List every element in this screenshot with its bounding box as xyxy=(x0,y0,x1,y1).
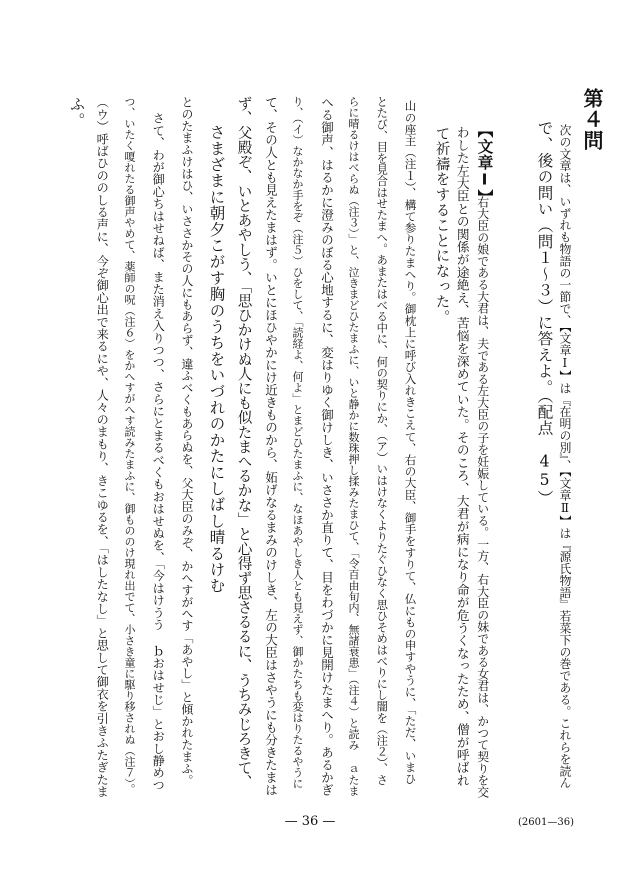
passage-line: ふ。 xyxy=(67,96,86,129)
question-number: 第４問 xyxy=(580,88,604,151)
passage-line: て、その人とも見えたまはず。いとにほひやかにけ近きものから、妬げなるまみのけしき、左の大臣はさやうにも分きたまは xyxy=(263,96,279,796)
passage-line: り、（イ）なかなか手をぞ（注５）ひをして、「読経よ、何よ」とまどひたまふに、なほあやしき人とも見えず、御かたちも変はりたるやうに xyxy=(291,96,304,789)
passage-line: へる御声、はるかに澄みのぼる心地するに、変はりゆく御けしき、いささか直りて、目をわづかに見開けたまへり。あるかぎ xyxy=(319,96,335,796)
section-label: 【文章Ⅰ】 xyxy=(475,122,494,206)
passage-line: とたび、目を見合はせたまへ。あまたはべる中に、何の契りにか、（ア）いはけなくよりたぐひなく思ひそめはべりにし闇を（注２）、さ xyxy=(375,96,389,786)
summary-line: 右大臣の娘である大君は、夫である左大臣の子を妊娠している。一方、右大臣の妹である女君は、かつて契りを交 xyxy=(475,196,490,798)
document-code: (2601—36) xyxy=(518,817,574,828)
summary-line: て祈禱をすることになった。 xyxy=(433,126,450,325)
passage-line: 山の座主（注１）、構て参りたまへり。御枕上に呼び入れきこえて、右の大臣、御手をすりて、仏にもの申すやうに、「ただ、いまひ xyxy=(403,100,418,785)
passage-line: つ、いたく嗄れたる御声やめて、薬師の呪（注６）をかへすがへす読みたまふに、御もののけ現れ出でて、小さき童に駆り移されぬ（注７）。 xyxy=(123,96,136,795)
passage-line: ず、父殿ぞ、いとあやしう、「思ひかけぬ人にも似たまへるかな」と心得ず思さるるに、うちみじろきて、 xyxy=(235,96,253,790)
passage-line: らに晴るけはべらぬ（注３）」と、泣きまどひたまふに、いと静かに数珠押し揉みたまひて、「令百由旬内、無諸衰患」（注４）と読み ａたま xyxy=(347,96,360,797)
passage-line: とのたまふけはひ、いささかその人にもあらず、違ふべくもあらぬを、父大臣のみぞ、かへすがへす「あやし」と傾かれたまふ。 xyxy=(179,96,194,787)
passage-line: さて、わが御心ちはせねば、また消え入りつつ、さらにとまるべくもおはせぬを、「今はけうう ｂおはせじ」とおし静めつ xyxy=(151,112,166,791)
instruction-line: で、後の問い（問１〜３）に答えよ。（配点 45） xyxy=(535,120,554,507)
poem-line: さまざまに朝夕こがす胸のうちをいづれのかたにしばし晴るけむ xyxy=(207,124,226,594)
page-number: — 36 — xyxy=(284,814,336,829)
instruction-line: 次の文章は、いずれも物語の一節で、【文章Ⅰ】は『在明の別』、【文章Ⅱ】は『源氏物語』若菜下の巻である。これらを読ん xyxy=(557,124,572,789)
passage-line: （ウ）呼ばひののしる声に、今ぞ御心出で来るにや、人々のまもり、きこゆるを、「はしたなし」と思して御衣を引きふたぎたま xyxy=(95,96,110,798)
summary-line: わした左大臣との関係が途絶え、苦悩を深めていた。そのころ、大君が病になり命が危うくなったため、僧が呼ばれ xyxy=(454,126,470,787)
